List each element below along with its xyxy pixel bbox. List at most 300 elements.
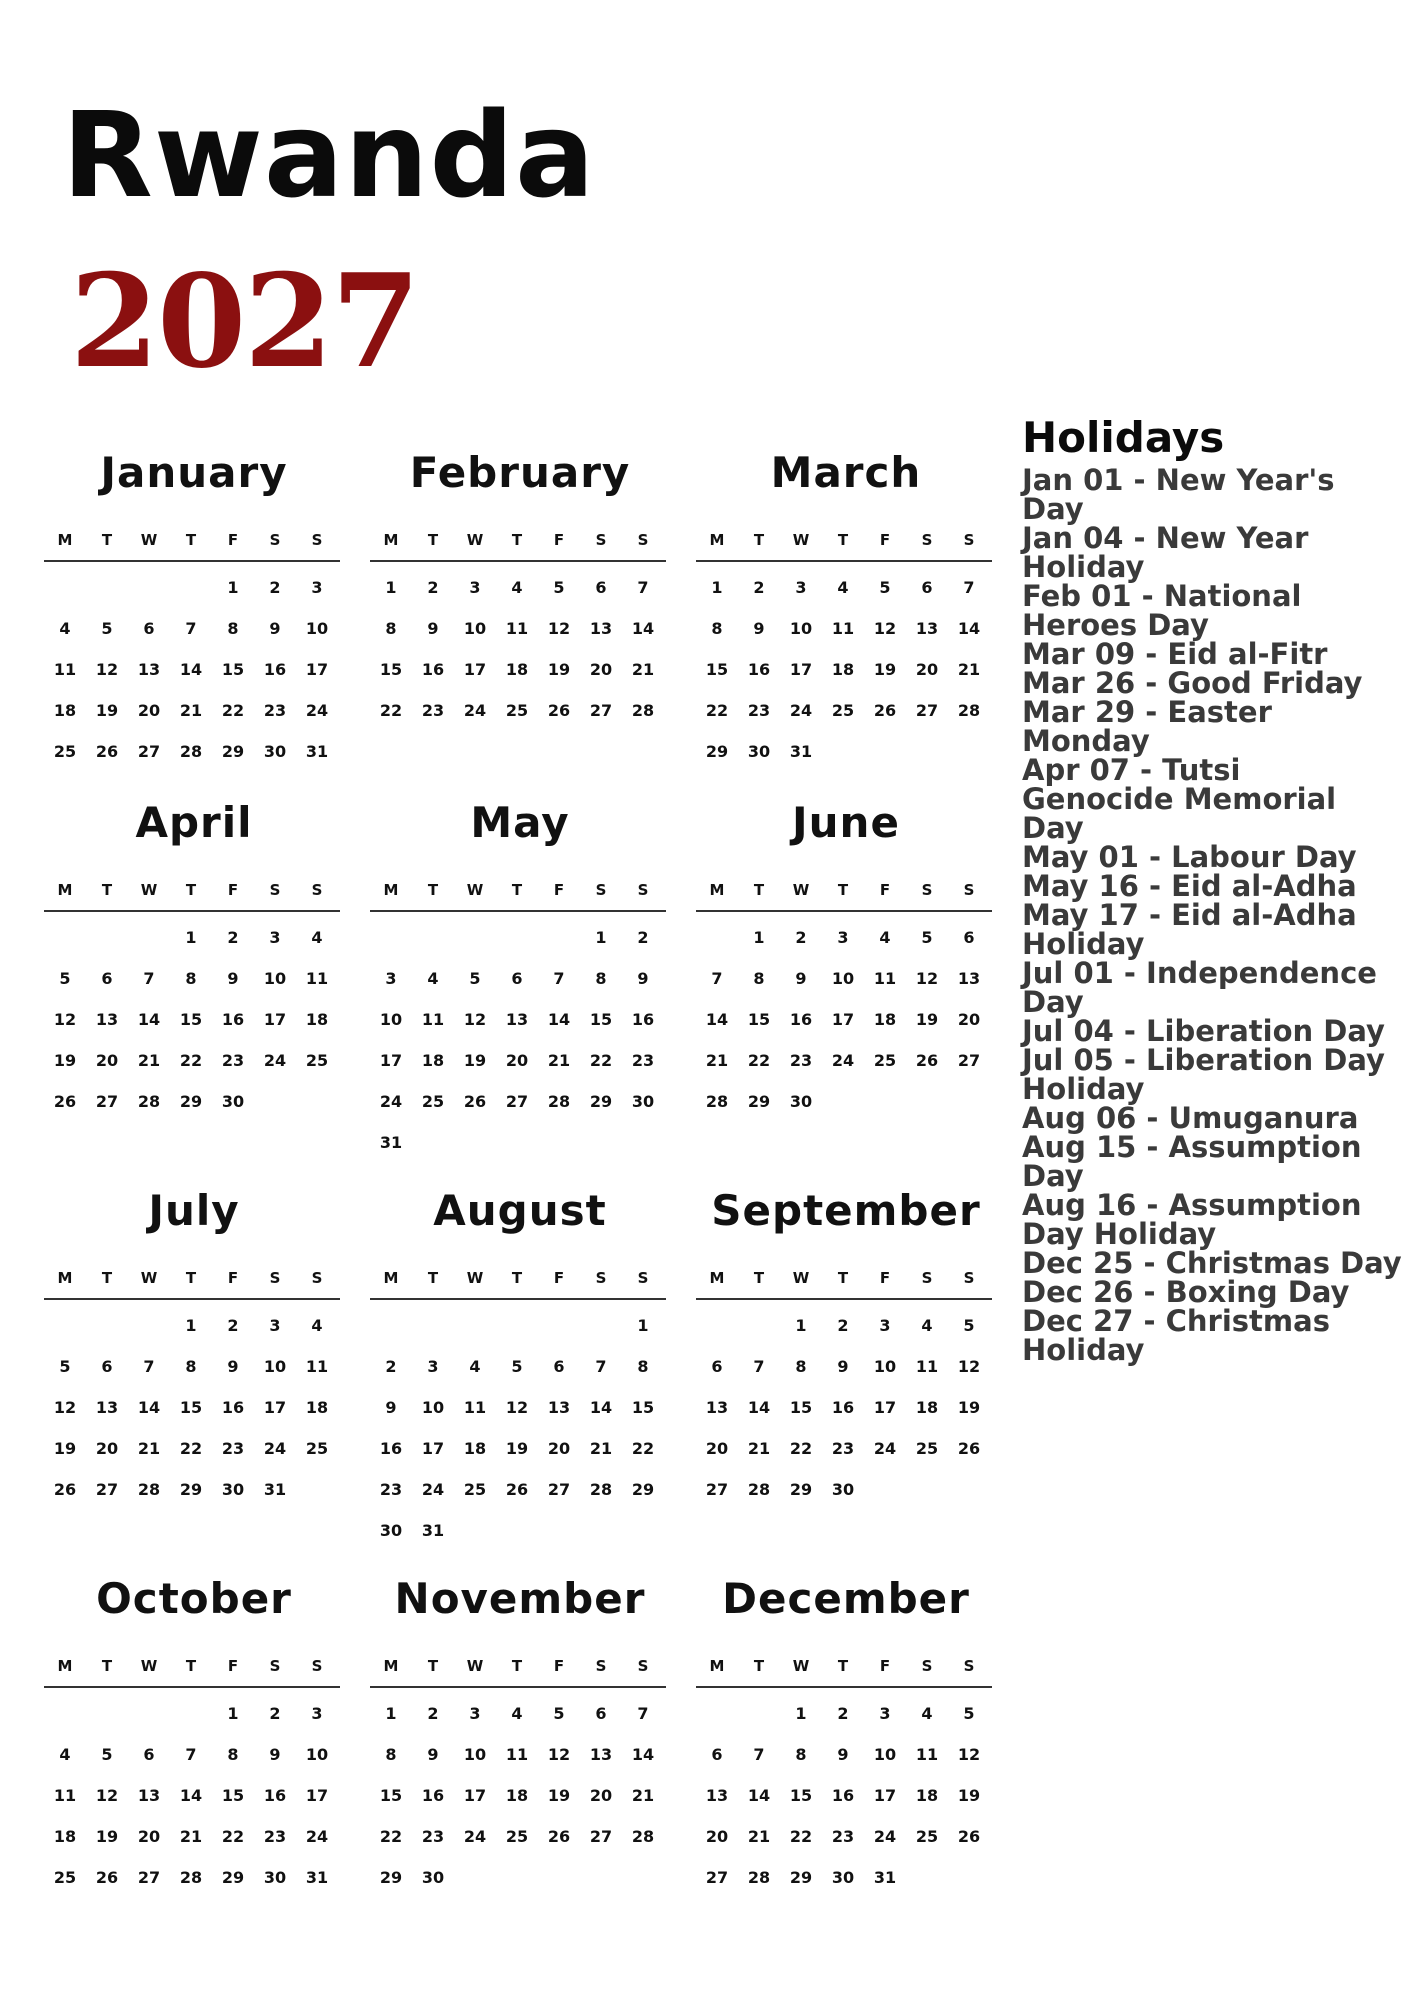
- day-cell: 31: [305, 742, 329, 761]
- day-cell: 16: [789, 1010, 813, 1029]
- day-cell: 10: [873, 1357, 897, 1376]
- day-cell: 12: [957, 1745, 981, 1764]
- day-cell: 26: [95, 742, 119, 761]
- day-cell: 10: [263, 969, 287, 988]
- weekday-label: T: [427, 1269, 439, 1287]
- weekday-label: S: [963, 1269, 975, 1287]
- day-cell: 27: [705, 1868, 729, 1887]
- day-cell: 30: [831, 1480, 855, 1499]
- day-cell: 22: [179, 1439, 203, 1458]
- day-cell: 12: [915, 969, 939, 988]
- day-cell: 23: [221, 1439, 245, 1458]
- day-cell: 5: [59, 969, 71, 988]
- day-cell: 11: [915, 1357, 939, 1376]
- month-name: April: [135, 798, 253, 847]
- weekday-label: T: [185, 1657, 197, 1675]
- day-cell: 29: [589, 1092, 613, 1111]
- weekday-label: W: [140, 1657, 158, 1675]
- weekday-label: F: [553, 531, 565, 549]
- holiday-item: Apr 07 - Tutsi Genocide Memorial Day: [1022, 753, 1337, 845]
- day-cell: 7: [595, 1357, 607, 1376]
- day-cell: 2: [385, 1357, 397, 1376]
- day-cell: 29: [705, 742, 729, 761]
- weekday-label: S: [311, 1657, 323, 1675]
- day-cell: 26: [53, 1480, 77, 1499]
- day-cell: 28: [137, 1480, 161, 1499]
- day-cell: 15: [589, 1010, 613, 1029]
- weekday-label: W: [140, 531, 158, 549]
- day-cell: 4: [59, 1745, 71, 1764]
- weekday-label: M: [57, 881, 73, 899]
- weekday-label: M: [383, 1269, 399, 1287]
- day-cell: 29: [789, 1480, 813, 1499]
- day-cell: 28: [747, 1480, 771, 1499]
- holiday-item: May 17 - Eid al-Adha Holiday: [1022, 898, 1357, 961]
- holiday-item: Feb 01 - National Heroes Day: [1022, 579, 1302, 642]
- day-cell: 15: [379, 660, 403, 679]
- day-cell: 14: [631, 619, 655, 638]
- weekday-label: T: [753, 881, 765, 899]
- header-rule: [696, 560, 992, 562]
- day-cell: 22: [221, 701, 245, 720]
- month-may: [370, 798, 670, 1158]
- weekday-label: W: [140, 881, 158, 899]
- day-cell: 3: [469, 1704, 481, 1723]
- day-cell: 22: [789, 1827, 813, 1846]
- day-cell: 11: [53, 660, 77, 679]
- day-cell: 2: [753, 578, 765, 597]
- weekday-label: W: [792, 881, 810, 899]
- weekday-label: F: [227, 881, 239, 899]
- day-cell: 27: [705, 1480, 729, 1499]
- header-rule: [44, 1686, 340, 1688]
- day-cell: 17: [463, 1786, 487, 1805]
- day-cell: 30: [263, 1868, 287, 1887]
- header-rule: [370, 560, 666, 562]
- day-cell: 6: [101, 1357, 113, 1376]
- weekday-label: F: [879, 1657, 891, 1675]
- weekday-label: S: [595, 1657, 607, 1675]
- day-cell: 9: [637, 969, 649, 988]
- day-cell: 3: [795, 578, 807, 597]
- month-name: September: [711, 1186, 981, 1235]
- day-cell: 9: [385, 1398, 397, 1417]
- holiday-item: Aug 16 - Assumption Day Holiday: [1022, 1188, 1362, 1251]
- day-cell: 26: [505, 1480, 529, 1499]
- weekday-label: F: [553, 1657, 565, 1675]
- weekday-label: S: [269, 1657, 281, 1675]
- day-cell: 9: [753, 619, 765, 638]
- weekday-label: S: [269, 531, 281, 549]
- header-rule: [370, 1686, 666, 1688]
- day-cell: 9: [427, 1745, 439, 1764]
- weekday-label: S: [269, 1269, 281, 1287]
- day-cell: 28: [589, 1480, 613, 1499]
- weekday-label: M: [57, 1269, 73, 1287]
- day-cell: 25: [915, 1827, 939, 1846]
- day-cell: 22: [631, 1439, 655, 1458]
- day-cell: 12: [95, 660, 119, 679]
- holiday-item: Mar 29 - Easter Monday: [1022, 695, 1272, 758]
- weekday-label: T: [427, 531, 439, 549]
- day-cell: 20: [505, 1051, 529, 1070]
- weekday-label: T: [837, 531, 849, 549]
- day-cell: 23: [789, 1051, 813, 1070]
- day-cell: 4: [311, 1316, 323, 1335]
- day-cell: 13: [95, 1398, 119, 1417]
- day-cell: 1: [227, 1704, 239, 1723]
- day-cell: 17: [305, 660, 329, 679]
- day-cell: 8: [227, 619, 239, 638]
- weekday-label: W: [792, 531, 810, 549]
- day-cell: 16: [421, 1786, 445, 1805]
- month-december: [696, 1574, 996, 1934]
- day-cell: 21: [179, 1827, 203, 1846]
- day-cell: 7: [637, 1704, 649, 1723]
- day-cell: 17: [421, 1439, 445, 1458]
- day-cell: 2: [269, 578, 281, 597]
- weekday-label: T: [511, 531, 523, 549]
- day-cell: 24: [873, 1827, 897, 1846]
- day-cell: 13: [705, 1786, 729, 1805]
- weekday-label: M: [709, 531, 725, 549]
- day-cell: 4: [879, 928, 891, 947]
- day-cell: 23: [747, 701, 771, 720]
- day-cell: 2: [837, 1704, 849, 1723]
- day-cell: 27: [95, 1480, 119, 1499]
- weekday-label: T: [101, 1269, 113, 1287]
- day-cell: 16: [263, 660, 287, 679]
- day-cell: 28: [547, 1092, 571, 1111]
- day-cell: 31: [379, 1133, 403, 1152]
- day-cell: 15: [379, 1786, 403, 1805]
- day-cell: 3: [269, 1316, 281, 1335]
- day-cell: 23: [263, 1827, 287, 1846]
- weekday-label: T: [185, 531, 197, 549]
- day-cell: 16: [831, 1786, 855, 1805]
- day-cell: 24: [789, 701, 813, 720]
- day-cell: 12: [547, 619, 571, 638]
- day-cell: 16: [747, 660, 771, 679]
- day-cell: 18: [421, 1051, 445, 1070]
- day-cell: 21: [747, 1827, 771, 1846]
- day-cell: 30: [263, 742, 287, 761]
- day-cell: 5: [553, 578, 565, 597]
- month-name: March: [770, 448, 922, 497]
- day-cell: 30: [421, 1868, 445, 1887]
- day-cell: 3: [385, 969, 397, 988]
- day-cell: 27: [547, 1480, 571, 1499]
- holiday-item: Jul 01 - Independence Day: [1022, 956, 1377, 1019]
- weekday-label: F: [227, 1657, 239, 1675]
- day-cell: 13: [505, 1010, 529, 1029]
- day-cell: 15: [179, 1398, 203, 1417]
- day-cell: 22: [379, 1827, 403, 1846]
- day-cell: 8: [711, 619, 723, 638]
- weekday-label: T: [511, 1269, 523, 1287]
- day-cell: 8: [185, 969, 197, 988]
- holiday-item: Jul 04 - Liberation Day: [1022, 1014, 1385, 1048]
- day-cell: 26: [873, 701, 897, 720]
- month-name: August: [433, 1186, 607, 1235]
- day-cell: 28: [747, 1868, 771, 1887]
- day-cell: 3: [469, 578, 481, 597]
- day-cell: 28: [631, 1827, 655, 1846]
- weekday-label: W: [466, 531, 484, 549]
- day-cell: 26: [95, 1868, 119, 1887]
- day-cell: 4: [427, 969, 439, 988]
- day-cell: 19: [957, 1398, 981, 1417]
- day-cell: 17: [379, 1051, 403, 1070]
- day-cell: 21: [137, 1051, 161, 1070]
- day-cell: 2: [227, 1316, 239, 1335]
- day-cell: 16: [421, 660, 445, 679]
- day-cell: 20: [589, 660, 613, 679]
- weekday-label: T: [101, 531, 113, 549]
- day-cell: 21: [631, 660, 655, 679]
- day-cell: 9: [427, 619, 439, 638]
- day-cell: 13: [137, 660, 161, 679]
- day-cell: 12: [505, 1398, 529, 1417]
- day-cell: 19: [957, 1786, 981, 1805]
- day-cell: 1: [385, 578, 397, 597]
- day-cell: 20: [547, 1439, 571, 1458]
- day-cell: 5: [59, 1357, 71, 1376]
- day-cell: 28: [705, 1092, 729, 1111]
- day-cell: 10: [873, 1745, 897, 1764]
- header-rule: [44, 1298, 340, 1300]
- day-cell: 25: [915, 1439, 939, 1458]
- day-cell: 17: [873, 1786, 897, 1805]
- header-rule: [44, 560, 340, 562]
- weekday-label: S: [269, 881, 281, 899]
- day-cell: 2: [837, 1316, 849, 1335]
- weekday-label: T: [427, 881, 439, 899]
- day-cell: 22: [705, 701, 729, 720]
- day-cell: 10: [263, 1357, 287, 1376]
- day-cell: 3: [311, 578, 323, 597]
- day-cell: 8: [385, 1745, 397, 1764]
- day-cell: 11: [463, 1398, 487, 1417]
- month-november: [370, 1574, 670, 1934]
- day-cell: 19: [53, 1439, 77, 1458]
- day-cell: 2: [637, 928, 649, 947]
- header-rule: [696, 1298, 992, 1300]
- day-cell: 5: [963, 1316, 975, 1335]
- day-cell: 2: [427, 1704, 439, 1723]
- day-cell: 26: [915, 1051, 939, 1070]
- holiday-item: Jan 04 - New Year Holiday: [1022, 521, 1309, 584]
- day-cell: 10: [831, 969, 855, 988]
- weekday-label: S: [311, 531, 323, 549]
- holiday-item: Mar 26 - Good Friday: [1022, 666, 1363, 700]
- weekday-label: T: [511, 1657, 523, 1675]
- day-cell: 6: [143, 1745, 155, 1764]
- day-cell: 16: [379, 1439, 403, 1458]
- day-cell: 4: [311, 928, 323, 947]
- day-cell: 24: [305, 1827, 329, 1846]
- day-cell: 18: [463, 1439, 487, 1458]
- header-rule: [696, 910, 992, 912]
- holiday-item: Aug 06 - Umuganura: [1022, 1101, 1359, 1135]
- day-cell: 21: [957, 660, 981, 679]
- day-cell: 8: [795, 1357, 807, 1376]
- month-october: [44, 1574, 344, 1934]
- day-cell: 10: [463, 619, 487, 638]
- day-cell: 4: [511, 578, 523, 597]
- day-cell: 4: [469, 1357, 481, 1376]
- month-march: [696, 448, 996, 808]
- weekday-label: T: [837, 1657, 849, 1675]
- day-cell: 6: [711, 1745, 723, 1764]
- day-cell: 29: [789, 1868, 813, 1887]
- weekday-label: W: [792, 1657, 810, 1675]
- day-cell: 21: [589, 1439, 613, 1458]
- day-cell: 14: [747, 1398, 771, 1417]
- day-cell: 12: [53, 1010, 77, 1029]
- day-cell: 25: [505, 701, 529, 720]
- day-cell: 7: [185, 619, 197, 638]
- day-cell: 3: [427, 1357, 439, 1376]
- day-cell: 13: [589, 1745, 613, 1764]
- day-cell: 12: [957, 1357, 981, 1376]
- day-cell: 31: [873, 1868, 897, 1887]
- weekday-label: S: [637, 531, 649, 549]
- day-cell: 1: [637, 1316, 649, 1335]
- weekday-label: T: [101, 1657, 113, 1675]
- day-cell: 13: [705, 1398, 729, 1417]
- holiday-item: Aug 15 - Assumption Day: [1022, 1130, 1362, 1193]
- day-cell: 28: [179, 742, 203, 761]
- day-cell: 10: [305, 1745, 329, 1764]
- day-cell: 19: [547, 660, 571, 679]
- weekday-label: T: [101, 881, 113, 899]
- day-cell: 27: [589, 1827, 613, 1846]
- day-cell: 16: [831, 1398, 855, 1417]
- month-name: December: [722, 1574, 970, 1623]
- weekday-label: T: [185, 1269, 197, 1287]
- day-cell: 19: [95, 701, 119, 720]
- day-cell: 23: [263, 701, 287, 720]
- day-cell: 15: [789, 1786, 813, 1805]
- month-june: [696, 798, 996, 1158]
- day-cell: 25: [421, 1092, 445, 1111]
- month-name: January: [100, 448, 288, 497]
- day-cell: 13: [137, 1786, 161, 1805]
- day-cell: 16: [221, 1398, 245, 1417]
- day-cell: 14: [179, 1786, 203, 1805]
- day-cell: 3: [837, 928, 849, 947]
- day-cell: 8: [185, 1357, 197, 1376]
- day-cell: 11: [421, 1010, 445, 1029]
- day-cell: 5: [963, 1704, 975, 1723]
- day-cell: 24: [379, 1092, 403, 1111]
- day-cell: 4: [837, 578, 849, 597]
- day-cell: 10: [463, 1745, 487, 1764]
- day-cell: 20: [705, 1439, 729, 1458]
- day-cell: 13: [915, 619, 939, 638]
- day-cell: 19: [463, 1051, 487, 1070]
- day-cell: 8: [637, 1357, 649, 1376]
- day-cell: 30: [789, 1092, 813, 1111]
- day-cell: 7: [753, 1745, 765, 1764]
- day-cell: 3: [311, 1704, 323, 1723]
- holidays-title: Holidays: [1022, 413, 1225, 462]
- day-cell: 23: [831, 1439, 855, 1458]
- header-rule: [44, 910, 340, 912]
- day-cell: 6: [101, 969, 113, 988]
- header-rule: [370, 910, 666, 912]
- day-cell: 26: [53, 1092, 77, 1111]
- day-cell: 7: [553, 969, 565, 988]
- day-cell: 1: [385, 1704, 397, 1723]
- weekday-label: T: [753, 1657, 765, 1675]
- day-cell: 28: [957, 701, 981, 720]
- day-cell: 3: [879, 1704, 891, 1723]
- day-cell: 6: [921, 578, 933, 597]
- day-cell: 5: [101, 619, 113, 638]
- day-cell: 24: [421, 1480, 445, 1499]
- day-cell: 20: [137, 1827, 161, 1846]
- weekday-label: S: [637, 1657, 649, 1675]
- day-cell: 18: [53, 701, 77, 720]
- day-cell: 17: [831, 1010, 855, 1029]
- day-cell: 20: [957, 1010, 981, 1029]
- day-cell: 14: [137, 1010, 161, 1029]
- day-cell: 4: [921, 1704, 933, 1723]
- day-cell: 27: [137, 1868, 161, 1887]
- day-cell: 5: [921, 928, 933, 947]
- day-cell: 29: [221, 742, 245, 761]
- day-cell: 6: [143, 619, 155, 638]
- day-cell: 30: [379, 1521, 403, 1540]
- day-cell: 21: [747, 1439, 771, 1458]
- day-cell: 12: [463, 1010, 487, 1029]
- day-cell: 24: [463, 1827, 487, 1846]
- day-cell: 14: [957, 619, 981, 638]
- weekday-label: T: [753, 1269, 765, 1287]
- day-cell: 7: [143, 969, 155, 988]
- day-cell: 2: [269, 1704, 281, 1723]
- holiday-list: [1022, 463, 1402, 1367]
- day-cell: 25: [53, 1868, 77, 1887]
- day-cell: 3: [879, 1316, 891, 1335]
- day-cell: 7: [143, 1357, 155, 1376]
- day-cell: 22: [789, 1439, 813, 1458]
- day-cell: 21: [179, 701, 203, 720]
- weekday-label: M: [709, 1657, 725, 1675]
- day-cell: 26: [463, 1092, 487, 1111]
- day-cell: 1: [711, 578, 723, 597]
- day-cell: 29: [379, 1868, 403, 1887]
- day-cell: 9: [837, 1357, 849, 1376]
- weekday-label: M: [383, 1657, 399, 1675]
- day-cell: 27: [957, 1051, 981, 1070]
- day-cell: 9: [837, 1745, 849, 1764]
- day-cell: 14: [705, 1010, 729, 1029]
- day-cell: 13: [547, 1398, 571, 1417]
- day-cell: 12: [873, 619, 897, 638]
- day-cell: 6: [595, 1704, 607, 1723]
- day-cell: 11: [873, 969, 897, 988]
- day-cell: 23: [631, 1051, 655, 1070]
- day-cell: 25: [831, 701, 855, 720]
- day-cell: 25: [505, 1827, 529, 1846]
- weekday-label: S: [963, 881, 975, 899]
- day-cell: 1: [595, 928, 607, 947]
- month-january: [44, 448, 344, 808]
- day-cell: 12: [95, 1786, 119, 1805]
